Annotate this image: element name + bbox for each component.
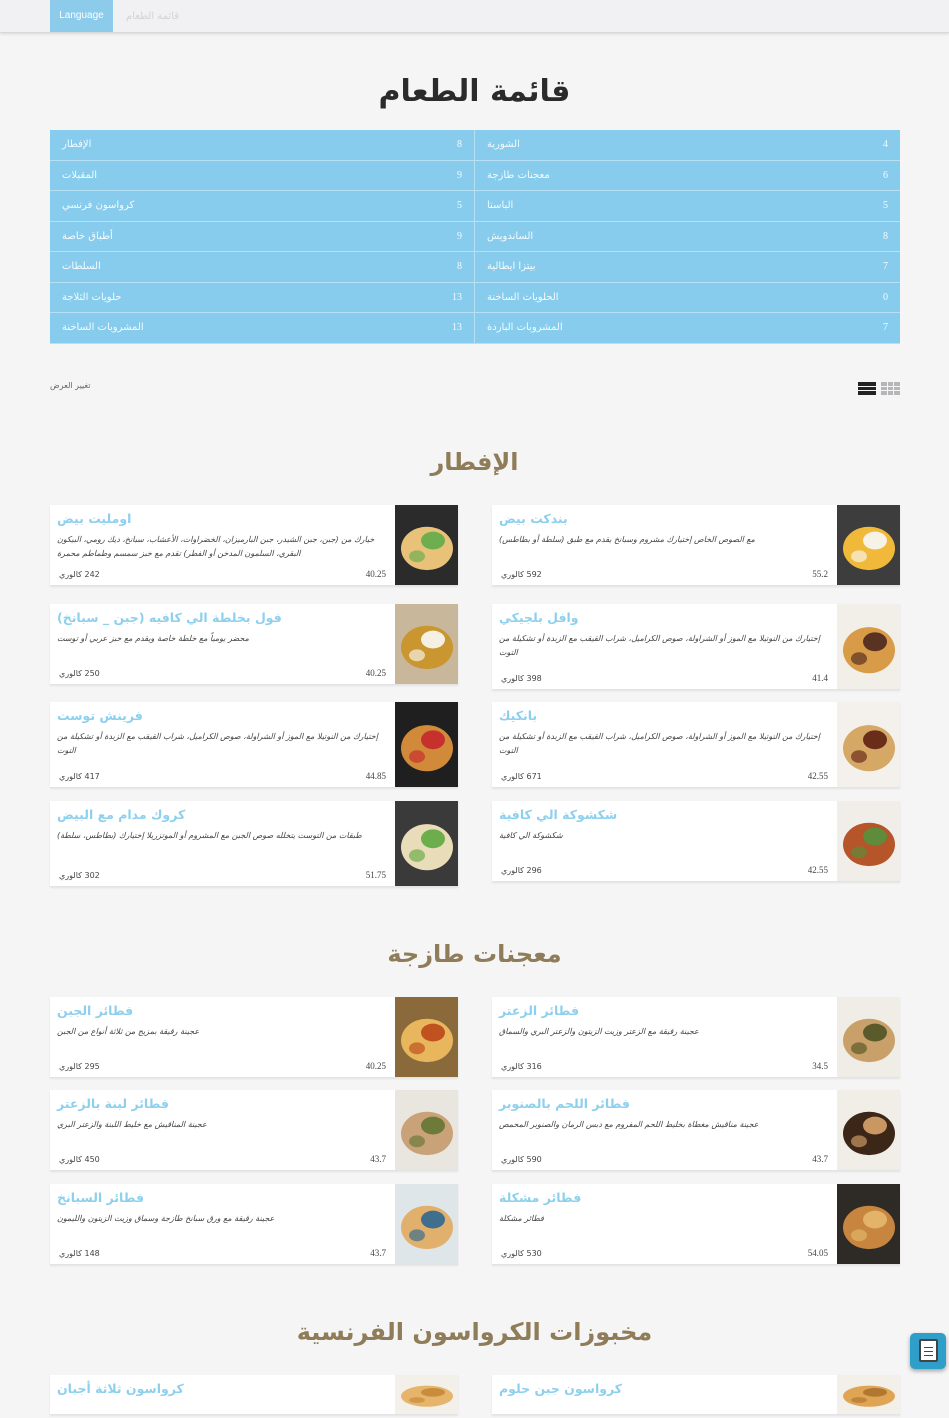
category-count: 6 xyxy=(883,169,888,181)
menu-item-price: 54.05 xyxy=(807,1248,828,1258)
category-count: 5 xyxy=(883,200,888,212)
menu-item-card[interactable] xyxy=(492,505,900,586)
category-count: 8 xyxy=(457,139,462,150)
menu-item-description: عجينة رقيقة بمزيج من ثلاثة أنواع من الجبن xyxy=(57,1027,200,1036)
menu-item-name[interactable]: فطائر الجبن xyxy=(57,1003,134,1018)
change-view-label: تغيير العرض xyxy=(50,381,91,390)
category-link[interactable] xyxy=(50,313,475,344)
menu-item-photo xyxy=(395,801,458,886)
menu-item-name[interactable]: فطائر لبنة بالزعتر xyxy=(57,1096,169,1111)
menu-item-photo xyxy=(395,702,458,787)
top-bar xyxy=(0,0,949,33)
category-name: كرواسون فرنسي xyxy=(62,200,135,212)
menu-item-photo xyxy=(395,1375,458,1414)
category-count: 9 xyxy=(457,230,462,242)
menu-item-card[interactable] xyxy=(50,1184,458,1265)
menu-item-name[interactable]: وافل بلجيكي xyxy=(499,610,579,625)
menu-item-description: خيارك من (جبن، جبن الشيدر، جبن البارميزان، الخضراوات، الأعشاب، سبانخ، ديك رومي، البيكون البقري، السلمون المدخن أو الفطر) تقدم مع خبز سمسم وطماطم محمرة xyxy=(57,535,375,558)
menu-item-name[interactable]: فطائر الزعتر xyxy=(499,1003,580,1018)
menu-item-card[interactable] xyxy=(492,1090,900,1171)
category-link[interactable] xyxy=(475,130,900,161)
menu-item-price: 41.4 xyxy=(812,673,828,683)
menu-item-description: عجينة مناقيش مغطاة بخليط اللحم المفروم مع دبس الرمان والصنوبر المحمص xyxy=(499,1120,759,1129)
menu-item-name[interactable]: بانكيك xyxy=(499,708,538,723)
menu-item-card[interactable] xyxy=(492,1184,900,1265)
menu-item-description: مع الصوص الخاص إختيارك مشروم وسبانخ يقدم مع طبق (سلطة أو بطاطس) xyxy=(499,535,755,544)
category-name: الساندويش xyxy=(487,230,534,242)
category-link[interactable] xyxy=(475,191,900,222)
menu-item-card[interactable] xyxy=(492,1375,900,1415)
menu-item-price: 40.25 xyxy=(365,1061,386,1071)
menu-item-description: عجينة المناقيش مع خليط اللبنة والزعتر البري xyxy=(57,1120,207,1129)
menu-item-name[interactable]: بندكت بيض xyxy=(499,511,568,526)
menu-item-name[interactable]: اومليت بيض xyxy=(57,511,132,526)
menu-item-photo xyxy=(837,801,900,881)
category-count: 13 xyxy=(452,322,462,334)
category-name: المقبلات xyxy=(62,169,98,181)
menu-item-calories: 450 كالوري xyxy=(59,1155,100,1164)
menu-item-description: إختيارك من النوتيلا مع الموز أو الشراولة، صوص الكراميل، شراب القيقب مع الزبدة أو تشكيلة من التوت xyxy=(499,732,820,755)
menu-item-price: 43.7 xyxy=(370,1154,386,1164)
category-link[interactable] xyxy=(50,252,475,283)
menu-item-name[interactable]: كرواسون ثلاثة أجبان xyxy=(57,1381,184,1396)
menu-item-price: 40.25 xyxy=(365,668,386,678)
menu-item-price: 51.75 xyxy=(365,870,386,880)
category-name: السلطات xyxy=(62,261,101,273)
menu-item-name[interactable]: فطائر مشكلة xyxy=(499,1190,582,1205)
menu-item-calories: 671 كالوري xyxy=(501,772,542,781)
menu-item-photo xyxy=(837,702,900,787)
menu-item-calories: 302 كالوري xyxy=(59,871,100,880)
menu-item-price: 43.7 xyxy=(370,1248,386,1258)
language-button[interactable]: Language xyxy=(50,0,113,32)
menu-item-price: 40.25 xyxy=(365,569,386,579)
menu-item-calories: 316 كالوري xyxy=(501,1062,542,1071)
menu-item-name[interactable]: فطائر اللحم بالصنوبر xyxy=(499,1096,630,1111)
category-link[interactable] xyxy=(50,222,475,253)
menu-item-photo xyxy=(395,997,458,1077)
section-title-pastries: معجنات طازجة xyxy=(387,940,562,968)
menu-item-description: طبقات من التوست يتخلله صوص الجبن مع المشروم أو الموتزريلا إختيارك (بطاطس، سلطة) xyxy=(57,831,362,840)
menu-item-calories: 250 كالوري xyxy=(59,669,100,678)
menu-item-description: عجينة رقيقة مع ورق سبانخ طازجة وسماق وزيت الزيتون والليمون xyxy=(57,1214,275,1223)
category-name: أطباق خاصة xyxy=(62,230,113,242)
menu-item-name[interactable]: كرواسون جبن حلوم xyxy=(499,1381,623,1396)
menu-item-photo xyxy=(837,505,900,585)
menu-item-card[interactable] xyxy=(492,997,900,1078)
category-name: معجنات طازجة xyxy=(487,169,550,181)
menu-item-price: 55.2 xyxy=(812,569,828,579)
category-name: الإفطار xyxy=(62,139,92,150)
menu-item-price: 44.85 xyxy=(365,771,386,781)
menu-item-card[interactable] xyxy=(50,1375,458,1415)
category-name: بيتزا ايطالية xyxy=(487,261,536,273)
menu-item-calories: 296 كالوري xyxy=(501,866,542,875)
category-count: 9 xyxy=(457,169,462,181)
category-count: 13 xyxy=(452,291,462,303)
list-view-icon[interactable] xyxy=(858,382,876,395)
menu-item-name[interactable]: كروك مدام مع البيض xyxy=(57,807,186,822)
menu-item-calories: 398 كالوري xyxy=(501,674,542,683)
menu-item-card[interactable] xyxy=(50,801,458,887)
category-name: المشروبات الباردة xyxy=(487,322,563,334)
menu-item-photo xyxy=(837,1090,900,1170)
menu-item-photo xyxy=(395,1184,458,1264)
menu-item-card[interactable] xyxy=(50,997,458,1078)
menu-item-description: شكشوكة الي كافية xyxy=(499,831,563,840)
category-table xyxy=(50,130,900,344)
category-count: 8 xyxy=(457,261,462,273)
menu-item-photo xyxy=(837,1375,900,1414)
menu-item-photo xyxy=(395,604,458,684)
menu-item-card[interactable] xyxy=(492,702,900,788)
category-count: 8 xyxy=(883,230,888,242)
category-count: 4 xyxy=(883,139,888,150)
menu-item-photo xyxy=(395,1090,458,1170)
menu-item-card[interactable] xyxy=(492,604,900,690)
menu-item-card[interactable] xyxy=(50,1090,458,1171)
menu-item-description: محضر يومياً مع خلطة خاصة ويقدم مع خبز عربي أو توست xyxy=(57,634,249,643)
section-title-breakfast: الإفطار xyxy=(430,448,519,476)
menu-item-card[interactable] xyxy=(50,604,458,685)
menu-item-photo xyxy=(395,505,458,585)
menu-item-calories: 242 كالوري xyxy=(59,570,100,579)
menu-item-photo xyxy=(837,1184,900,1264)
category-link[interactable] xyxy=(475,222,900,253)
page-title: قائمة الطعام xyxy=(378,74,571,109)
menu-item-name[interactable]: فول بخلطة الي كافيه (جبن _ سبانخ) xyxy=(57,610,282,625)
menu-item-price: 34.5 xyxy=(812,1061,828,1071)
menu-item-name[interactable]: فرينش توست xyxy=(57,708,143,723)
menu-item-calories: 417 كالوري xyxy=(59,772,100,781)
menu-nav-link[interactable]: قائمة الطعام xyxy=(126,11,180,22)
category-name: المشروبات الساخنة xyxy=(62,322,144,334)
category-count: 0 xyxy=(883,291,888,303)
menu-item-description: فطائر مشكلة xyxy=(499,1214,544,1223)
floating-menu-button[interactable] xyxy=(910,1333,946,1369)
menu-item-calories: 592 كالوري xyxy=(501,570,542,579)
category-name: الباستا xyxy=(487,200,514,212)
menu-item-photo xyxy=(837,997,900,1077)
menu-item-card[interactable] xyxy=(50,505,458,586)
category-name: الحلويات الساخنة xyxy=(487,291,559,303)
category-link[interactable] xyxy=(50,130,475,161)
menu-item-name[interactable]: شكشوكة الي كافية xyxy=(499,807,618,822)
menu-item-description: إختيارك من النوتيلا مع الموز أو الشراولة، صوص الكراميل، شراب القيقب مع الزبدة أو تشكيلة من التوت xyxy=(57,732,378,755)
menu-item-price: 42.55 xyxy=(807,865,828,875)
category-link[interactable] xyxy=(50,283,475,314)
menu-item-photo xyxy=(837,604,900,689)
menu-item-calories: 530 كالوري xyxy=(501,1249,542,1258)
menu-item-card[interactable] xyxy=(492,801,900,882)
category-count: 7 xyxy=(883,261,888,273)
category-count: 5 xyxy=(457,200,462,212)
menu-document-icon xyxy=(919,1339,938,1362)
menu-item-calories: 148 كالوري xyxy=(59,1249,100,1258)
category-link[interactable] xyxy=(50,191,475,222)
menu-item-description: عجينة رقيقة مع الزعتر وزيت الزيتون والزعتر البري والسماق xyxy=(499,1027,699,1036)
menu-item-card[interactable] xyxy=(50,702,458,788)
menu-item-calories: 295 كالوري xyxy=(59,1062,100,1071)
grid-view-icon[interactable] xyxy=(881,382,900,395)
menu-item-price: 43.7 xyxy=(812,1154,828,1164)
section-title-croissants: مخبوزات الكرواسون الفرنسية xyxy=(296,1318,653,1346)
category-link[interactable] xyxy=(475,313,900,344)
menu-item-calories: 590 كالوري xyxy=(501,1155,542,1164)
category-name: الشوربة xyxy=(487,139,520,150)
category-link[interactable] xyxy=(475,161,900,192)
category-link[interactable] xyxy=(475,252,900,283)
category-link[interactable] xyxy=(475,283,900,314)
category-count: 7 xyxy=(883,322,888,334)
menu-item-name[interactable]: فطائر السبانخ xyxy=(57,1190,145,1205)
menu-item-price: 42.55 xyxy=(807,771,828,781)
category-name: حلويات الثلاجة xyxy=(62,291,122,303)
menu-item-description: إختيارك من النوتيلا مع الموز أو الشراولة، صوص الكراميل، شراب القيقب مع الزبدة أو تشكيلة من التوت xyxy=(499,634,820,657)
category-link[interactable] xyxy=(50,161,475,192)
